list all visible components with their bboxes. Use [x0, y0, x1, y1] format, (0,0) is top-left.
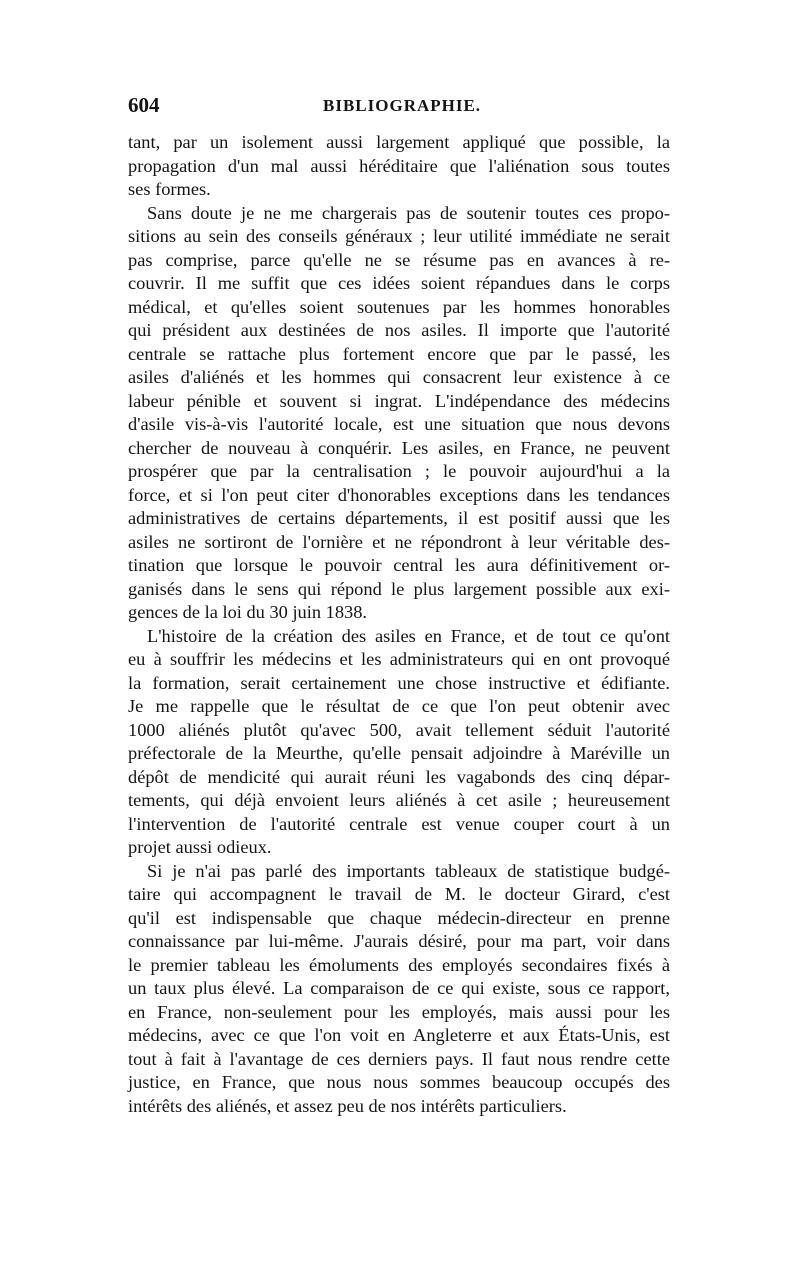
running-title: BIBLIOGRAPHIE. — [323, 96, 482, 115]
text-line: pas comprise, parce qu'elle ne se résume pas en avances à re- — [128, 250, 670, 270]
text-line: la formation, serait certainement une chose instructive et édifiante. — [128, 673, 670, 693]
text-line: tant, par un isolement aussi largement appliqué que possible, la — [128, 132, 670, 152]
text-line: administratives de certains départements, il est positif aussi que les — [128, 508, 670, 528]
text-line: chercher de nouveau à conquérir. Les asiles, en France, ne peuvent — [128, 438, 670, 458]
text-line: ganisés dans le sens qui répond le plus largement possible aux exi- — [128, 579, 670, 599]
text-line: tout à fait à l'avantage de ces derniers pays. Il faut nous rendre cette — [128, 1049, 670, 1069]
text-line: qui président aux destinées de nos asiles. Il importe que l'autorité — [128, 320, 670, 340]
text-line: sitions au sein des conseils généraux ; leur utilité immédiate ne serait — [128, 226, 670, 246]
text-line: d'asile vis-à-vis l'autorité locale, est une situation que nous devons — [128, 414, 670, 434]
text-line: propagation d'un mal aussi héréditaire que l'aliénation sous toutes — [128, 156, 670, 176]
text-line: prospérer que par la centralisation ; le pouvoir aujourd'hui a la — [128, 461, 670, 481]
text-line: préfectorale de la Meurthe, qu'elle pensait adjoindre à Maréville un — [128, 743, 670, 763]
text-line: Sans doute je ne me chargerais pas de soutenir toutes ces propo- — [147, 203, 670, 223]
text-line: un taux plus élevé. La comparaison de ce qui existe, sous ce rapport, — [128, 978, 670, 998]
text-line: connaissance par lui-même. J'aurais désiré, pour ma part, voir dans — [128, 931, 670, 951]
text-line: tements, qui déjà envoient leurs aliénés à cet asile ; heureusement — [128, 790, 670, 810]
running-header — [128, 92, 676, 122]
text-line: couvrir. Il me suffit que ces idées soient répandues dans le corps — [128, 273, 670, 293]
text-line: centrale se rattache plus fortement encore que par le passé, les — [128, 344, 670, 364]
text-line: force, et si l'on peut citer d'honorables exceptions dans les tendances — [128, 485, 670, 505]
text-line: taire qui accompagnent le travail de M. le docteur Girard, c'est — [128, 884, 670, 904]
text-line: Je me rappelle que le résultat de ce que l'on peut obtenir avec — [128, 696, 670, 716]
text-line: eu à souffrir les médecins et les administrateurs qui en ont provoqué — [128, 649, 670, 669]
text-line: ses formes. — [128, 179, 211, 199]
text-line: gences de la loi du 30 juin 1838. — [128, 602, 368, 622]
page-number: 604 — [128, 93, 160, 117]
text-line: projet aussi odieux. — [128, 837, 272, 857]
text-line: asiles d'aliénés et les hommes qui consacrent leur existence à ce — [128, 367, 670, 387]
text-line: tination que lorsque le pouvoir central les aura définitivement or- — [128, 555, 670, 575]
text-line: intérêts des aliénés, et assez peu de nos intérêts particuliers. — [128, 1096, 567, 1116]
text-line: le premier tableau les émoluments des employés secondaires fixés à — [128, 955, 670, 975]
text-line: médical, et qu'elles soient soutenues par les hommes honorables — [128, 297, 670, 317]
text-line: en France, non-seulement pour les employés, mais aussi pour les — [128, 1002, 670, 1022]
text-line: dépôt de mendicité qui aurait réuni les vagabonds des cinq dépar- — [128, 767, 670, 787]
text-line: médecins, avec ce que l'on voit en Angleterre et aux États-Unis, est — [128, 1025, 670, 1045]
text-line: asiles ne sortiront de l'ornière et ne répondront à leur véritable des- — [128, 532, 670, 552]
text-line: labeur pénible et souvent si ingrat. L'indépendance des médecins — [128, 391, 670, 411]
text-line: qu'il est indispensable que chaque médecin-directeur en prenne — [128, 908, 670, 928]
text-line: Si je n'ai pas parlé des importants tableaux de statistique budgé- — [147, 861, 670, 881]
text-line: l'intervention de l'autorité centrale est venue couper court à un — [128, 814, 670, 834]
text-line: L'histoire de la création des asiles en France, et de tout ce qu'ont — [147, 626, 670, 646]
text-line: justice, en France, que nous nous sommes beaucoup occupés des — [128, 1072, 670, 1092]
text-line: 1000 aliénés plutôt qu'avec 500, avait tellement séduit l'autorité — [128, 720, 670, 740]
